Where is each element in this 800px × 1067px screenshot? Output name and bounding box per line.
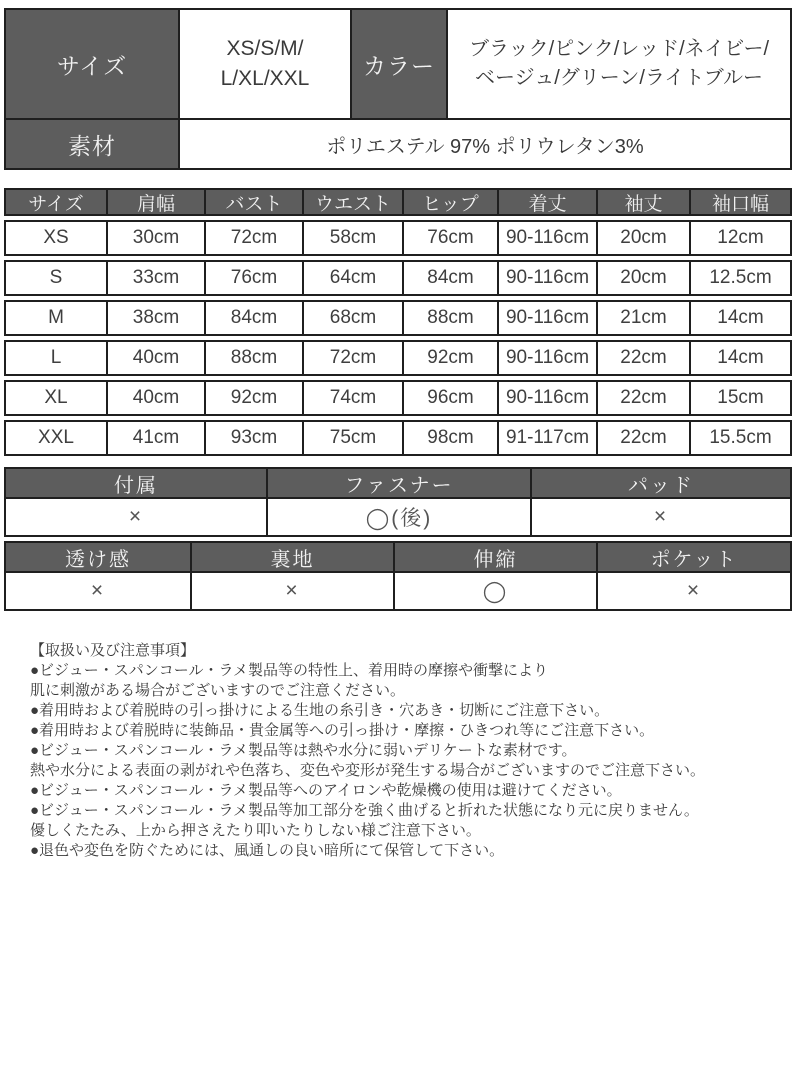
color-value-line1: ブラック/ピンク/レッド/ネイビー/ (468, 38, 770, 60)
size-table-header: 袖口幅 (689, 190, 790, 214)
feature-value-lining: × (190, 573, 393, 609)
product-info-table (4, 8, 792, 170)
size-cell: 90-116cm (497, 382, 596, 414)
size-cell: 40cm (106, 342, 204, 374)
size-cell: 98cm (402, 422, 497, 454)
feature-header-fastener: ファスナー (266, 469, 530, 497)
size-cell: 38cm (106, 302, 204, 334)
size-cell: S (49, 267, 63, 288)
feature-header-pad: パッド (530, 469, 790, 497)
size-cell: 92cm (402, 342, 497, 374)
size-cell: 68cm (302, 302, 402, 334)
size-cell: 21cm (596, 302, 689, 334)
info-row-material (6, 120, 790, 168)
feature-table-1 (4, 467, 792, 537)
care-note-line: 熱や水分による表面の剥がれや色落ち、変色や変形が発生する場合がございますのでご注意下さい。 (30, 762, 706, 779)
size-cell: 58cm (302, 222, 402, 254)
size-table-header: バスト (204, 190, 302, 214)
care-note-line: ●ビジュー・スパンコール・ラメ製品等へのアイロンや乾燥機の使用は避けてください。 (30, 782, 622, 799)
size-value-cell (178, 10, 350, 118)
size-table-header: サイズ (28, 193, 84, 215)
size-cell: 76cm (204, 262, 302, 294)
material-label: 素材 (68, 132, 116, 159)
size-table-row-l (4, 340, 792, 376)
size-cell: 96cm (402, 382, 497, 414)
size-table-row-xxl (4, 420, 792, 456)
size-cell: 84cm (204, 302, 302, 334)
care-note-line: ●着用時および着脱時の引っ掛けによる生地の糸引き・穴あき・切断にご注意下さい。 (30, 702, 610, 719)
size-cell: 93cm (204, 422, 302, 454)
size-cell: 12.5cm (689, 262, 790, 294)
size-table-row-s (4, 260, 792, 296)
feature-table-2 (4, 541, 792, 611)
size-measurement-table (4, 188, 792, 456)
size-cell: 88cm (402, 302, 497, 334)
color-label: カラー (363, 52, 435, 79)
feature-table-2-header-row (6, 543, 790, 573)
size-cell: 74cm (302, 382, 402, 414)
info-row-size-color (6, 10, 790, 120)
care-note-line: ●着用時および着脱時に装飾品・貴金属等への引っ掛け・摩擦・ひきつれ等にご注意下さい。 (30, 722, 655, 739)
size-cell: 14cm (689, 342, 790, 374)
size-cell: 22cm (596, 382, 689, 414)
size-cell: XL (44, 387, 68, 408)
feature-header-sheerness: 透け感 (65, 548, 131, 571)
care-note-line: 肌に刺激がある場合がございますのでご注意ください。 (30, 682, 406, 699)
size-cell: 90-116cm (497, 342, 596, 374)
material-value: ポリエステル 97% ポリウレタン3% (326, 135, 644, 158)
size-table-row-m (4, 300, 792, 336)
size-cell: 90-116cm (497, 302, 596, 334)
care-note-line: ●ビジュー・スパンコール・ラメ製品等は熱や水分に弱いデリケートな素材です。 (30, 742, 577, 759)
care-notes (30, 641, 792, 861)
size-table-header: ヒップ (402, 190, 497, 214)
feature-header-lining: 裏地 (190, 543, 393, 571)
size-cell: 64cm (302, 262, 402, 294)
feature-header-stretch: 伸縮 (393, 543, 596, 571)
feature-table-1-value-row (6, 499, 790, 535)
size-cell: 12cm (689, 222, 790, 254)
size-cell: 15.5cm (689, 422, 790, 454)
feature-table-1-header-row (6, 469, 790, 499)
material-value-cell (178, 120, 790, 168)
feature-value-fastener: ◯(後) (266, 499, 530, 535)
feature-table-2-value-row (6, 573, 790, 609)
size-cell: 91-117cm (497, 422, 596, 454)
size-value-line1: XS/S/M/ (226, 37, 304, 60)
size-table-header: ウエスト (302, 190, 402, 214)
size-cell: 76cm (402, 222, 497, 254)
color-value-cell (446, 10, 790, 118)
feature-value-sheerness: × (90, 579, 106, 602)
size-cell: XXL (38, 427, 74, 448)
size-cell: 90-116cm (497, 222, 596, 254)
feature-header-accessory: 付属 (114, 474, 158, 497)
color-label-cell (350, 10, 446, 118)
size-label: サイズ (56, 52, 128, 79)
size-table-header-row (4, 188, 792, 216)
size-cell: 22cm (596, 342, 689, 374)
feature-value-pad: × (530, 499, 790, 535)
size-cell: 15cm (689, 382, 790, 414)
size-cell: XS (43, 227, 69, 248)
size-cell: M (48, 307, 64, 328)
size-cell: 33cm (106, 262, 204, 294)
size-cell: 90-116cm (497, 262, 596, 294)
size-cell: 30cm (106, 222, 204, 254)
size-cell: 72cm (204, 222, 302, 254)
feature-value-stretch: ◯ (393, 573, 596, 609)
size-label-cell (6, 10, 178, 118)
care-note-line: ●ビジュー・スパンコール・ラメ製品等加工部分を強く曲げると折れた状態になり元に戻りません。 (30, 802, 699, 819)
care-note-line: ●退色や変色を防ぐためには、風通しの良い暗所にて保管して下さい。 (30, 842, 505, 859)
size-cell: 75cm (302, 422, 402, 454)
size-cell: L (50, 347, 62, 368)
size-cell: 22cm (596, 422, 689, 454)
size-table-row-xl (4, 380, 792, 416)
care-notes-title: 【取扱い及び注意事項】 (30, 642, 196, 659)
size-cell: 88cm (204, 342, 302, 374)
material-label-cell (6, 120, 178, 168)
size-table-header: 袖丈 (596, 190, 689, 214)
size-cell: 72cm (302, 342, 402, 374)
size-cell: 20cm (596, 262, 689, 294)
care-note-line: 優しくたたみ、上から押さえたり叩いたりしない様ご注意下さい。 (30, 822, 481, 839)
size-table-row-xs (4, 220, 792, 256)
care-note-line: ●ビジュー・スパンコール・ラメ製品等の特性上、着用時の摩擦や衝撃により (30, 662, 549, 679)
feature-header-pocket: ポケット (596, 543, 790, 571)
size-cell: 84cm (402, 262, 497, 294)
size-cell: 40cm (106, 382, 204, 414)
size-table-header: 肩幅 (106, 190, 204, 214)
size-cell: 14cm (689, 302, 790, 334)
feature-value-pocket: × (596, 573, 790, 609)
color-value-line2: ベージュ/グリーン/ライトブルー (475, 67, 763, 89)
feature-value-accessory: × (128, 505, 144, 528)
size-cell: 41cm (106, 422, 204, 454)
size-table-header: 着丈 (497, 190, 596, 214)
size-value-line2: L/XL/XXL (220, 67, 310, 90)
size-cell: 92cm (204, 382, 302, 414)
size-cell: 20cm (596, 222, 689, 254)
